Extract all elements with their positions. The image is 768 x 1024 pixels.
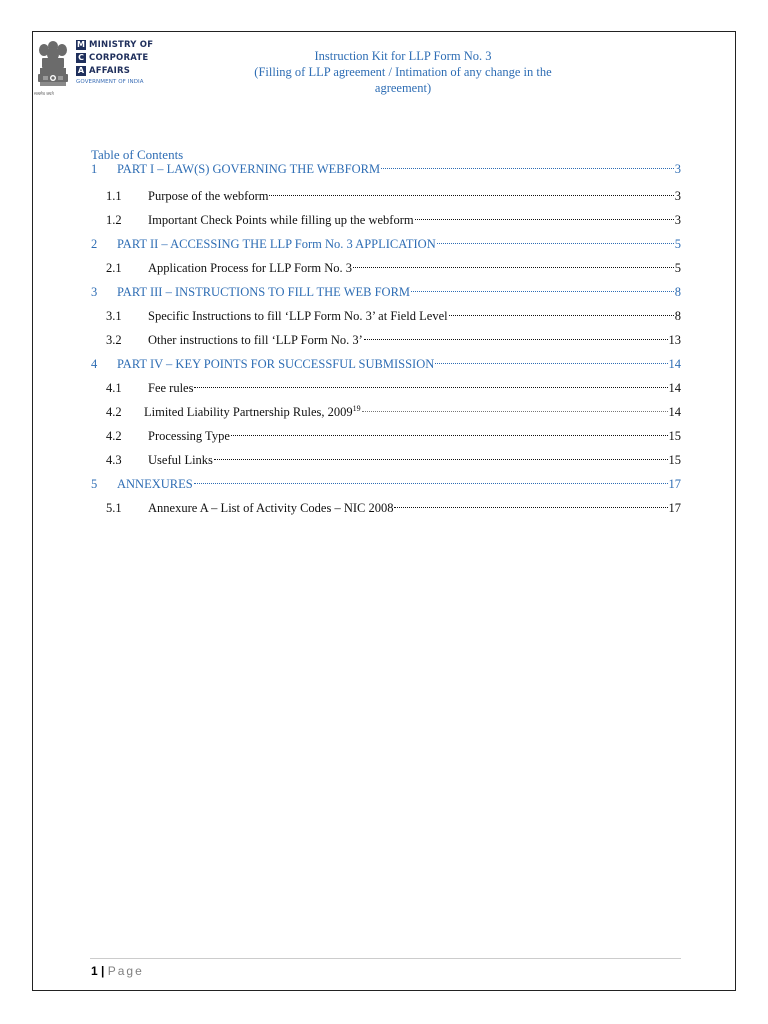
- toc-entry-4-2-rules[interactable]: [91, 400, 681, 424]
- toc-number: 3.1: [106, 309, 122, 323]
- toc-entry-5[interactable]: [91, 472, 681, 496]
- dot-leader: [364, 339, 668, 340]
- toc-number: 4.3: [106, 453, 122, 467]
- toc-title: Specific Instructions to fill ‘LLP Form No. 3’ at Field Level: [148, 309, 448, 323]
- toc-title: Annexure A – List of Activity Codes – NIC 2008: [148, 501, 394, 515]
- dot-leader: [362, 411, 668, 412]
- emblem-motto: सत्यमेव जयते: [34, 91, 54, 96]
- page-header: [33, 32, 737, 112]
- toc-title: Processing Type: [148, 429, 230, 443]
- logo-letter-c: C: [76, 53, 86, 63]
- toc-number: 3.2: [106, 333, 122, 347]
- toc-entry-3[interactable]: [91, 280, 681, 304]
- toc-page-number: 14: [668, 381, 681, 395]
- logo-government-of-india: GOVERNMENT OF INDIA: [76, 79, 144, 85]
- dot-leader: [353, 267, 674, 268]
- logo-word-ministry: MINISTRY OF: [89, 40, 154, 50]
- toc-number: 1: [91, 162, 98, 176]
- dot-leader: [411, 291, 674, 292]
- toc-title: PART IV – KEY POINTS FOR SUCCESSFUL SUBMISSION: [117, 357, 435, 371]
- toc-title: Fee rules: [148, 381, 194, 395]
- footer-page-number: 1: [91, 964, 98, 978]
- dot-leader: [394, 507, 667, 508]
- document-title: [233, 48, 573, 96]
- toc-page-number: 14: [668, 405, 681, 419]
- dot-leader: [415, 219, 674, 220]
- toc-entry-4-1[interactable]: [91, 376, 681, 400]
- title-line-2: (Filling of LLP agreement / Intimation of any change in the: [254, 65, 552, 79]
- toc-title: PART III – INSTRUCTIONS TO FILL THE WEB FORM: [117, 285, 411, 299]
- toc-heading: Table of Contents: [91, 147, 184, 162]
- dot-leader: [269, 195, 673, 196]
- dot-leader: [435, 363, 667, 364]
- toc-title: ANNEXURES: [117, 477, 193, 491]
- dot-leader: [437, 243, 674, 244]
- footer-divider: [90, 958, 681, 959]
- toc-number: 1.1: [106, 189, 122, 203]
- toc-number: 4.2: [106, 405, 122, 419]
- title-line-1: Instruction Kit for LLP Form No. 3: [314, 49, 492, 63]
- dot-leader: [194, 387, 667, 388]
- toc-entry-3-2[interactable]: [91, 328, 681, 352]
- toc-entry-3-1[interactable]: [91, 304, 681, 328]
- document-page: [32, 31, 736, 991]
- toc-number: 5.1: [106, 501, 122, 515]
- toc-entry-2[interactable]: [91, 232, 681, 256]
- mca-logo: [76, 39, 153, 85]
- toc-number: 2: [91, 237, 98, 251]
- footer-page-label: Page: [107, 964, 144, 978]
- toc-title: PART II – ACCESSING THE LLP Form No. 3 APPLICATION: [117, 237, 436, 251]
- toc-page-number: 13: [668, 333, 681, 347]
- logo-letter-a: A: [77, 66, 85, 75]
- dot-leader: [381, 168, 674, 169]
- toc-entry-1-1[interactable]: [91, 184, 681, 208]
- toc-title: Application Process for LLP Form No. 3: [148, 261, 353, 275]
- toc-entry-2-1[interactable]: [91, 256, 681, 280]
- toc-title: Purpose of the webform: [148, 189, 269, 203]
- toc-page-number: 14: [668, 357, 681, 371]
- toc-entry-1[interactable]: [91, 162, 681, 184]
- toc-page-number: 3: [674, 162, 681, 176]
- toc-page-number: 15: [668, 453, 681, 467]
- toc-page-number: 3: [674, 189, 681, 203]
- logo-letter-m: M: [77, 40, 85, 49]
- toc-number: 3: [91, 285, 98, 299]
- toc-entry-1-2[interactable]: [91, 208, 681, 232]
- dot-leader: [449, 315, 674, 316]
- toc-title: Important Check Points while filling up the webform: [148, 213, 414, 227]
- toc-page-number: 8: [674, 309, 681, 323]
- toc-title-text: Limited Liability Partnership Rules, 2009: [144, 405, 353, 419]
- logo-word-corporate: CORPORATE: [89, 53, 149, 63]
- toc-entry-5-1[interactable]: [91, 496, 681, 520]
- title-line-3: agreement): [374, 81, 432, 95]
- toc-page-number: 15: [668, 429, 681, 443]
- national-emblem-icon: [35, 38, 71, 94]
- toc-title: Useful Links: [148, 453, 213, 467]
- toc-entry-4-2-processing[interactable]: [91, 424, 681, 448]
- logo-word-affairs: AFFAIRS: [89, 66, 131, 76]
- toc-number: 4.2: [106, 429, 122, 443]
- toc-page-number: 5: [674, 261, 681, 275]
- toc-title: Other instructions to fill ‘LLP Form No. 3’: [148, 333, 363, 347]
- toc-page-number: 3: [674, 213, 681, 227]
- toc-number: 1.2: [106, 213, 122, 227]
- footer-separator: |: [97, 964, 108, 978]
- dot-leader: [214, 459, 668, 460]
- toc-title: [144, 400, 361, 424]
- dot-leader: [231, 435, 668, 436]
- toc-number: 5: [91, 477, 98, 491]
- toc-page-number: 17: [668, 501, 681, 515]
- toc-number: 4.1: [106, 381, 122, 395]
- toc-number: 2.1: [106, 261, 122, 275]
- toc-entry-4-3[interactable]: [91, 448, 681, 472]
- toc-title: PART I – LAW(S) GOVERNING THE WEBFORM: [117, 162, 381, 176]
- dot-leader: [194, 483, 668, 484]
- toc-page-number: 8: [674, 285, 681, 299]
- table-of-contents: [91, 148, 681, 520]
- toc-page-number: 5: [674, 237, 681, 251]
- toc-entry-4[interactable]: [91, 352, 681, 376]
- page-footer: [91, 964, 144, 978]
- toc-number: 4: [91, 357, 98, 371]
- footnote-reference[interactable]: 19: [352, 403, 361, 413]
- toc-page-number: 17: [668, 477, 681, 491]
